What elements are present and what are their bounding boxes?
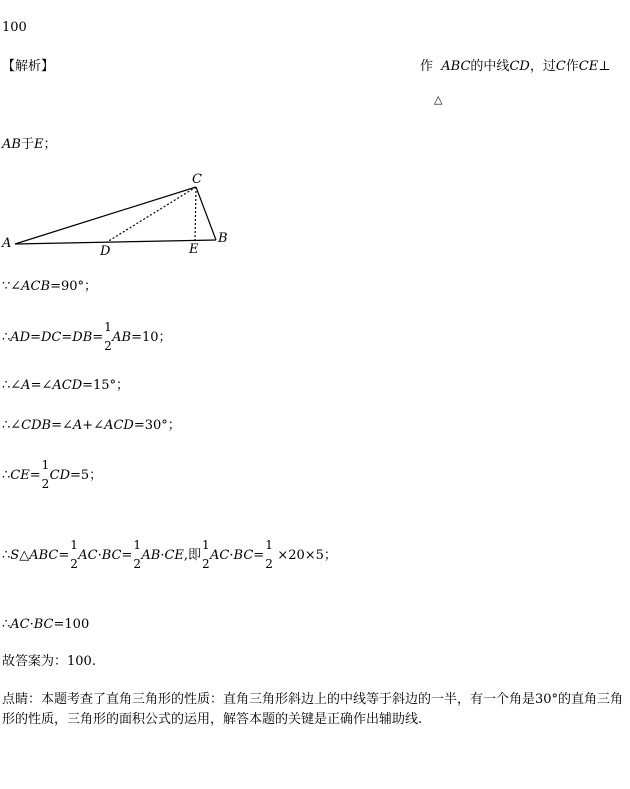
fraction-half: 1 2: [133, 538, 142, 571]
altitude-ce: [195, 187, 196, 241]
intro-line: 作 ABC的中线CD，过C作CE⊥: [420, 59, 611, 74]
answer-value: 100: [2, 20, 27, 35]
step-7: ∴AC·BC=100: [2, 617, 90, 632]
intro-continuation: AB于E；: [2, 137, 57, 152]
side-ab: [15, 240, 216, 244]
analysis-label: 【解析】: [2, 59, 55, 74]
label-d: D: [100, 244, 111, 259]
triangle-mark: △: [434, 93, 443, 106]
label-b: B: [218, 231, 228, 246]
comment-paragraph: 点睛：本题考查了直角三角形的性质：直角三角形斜边上的中线等于斜边的一半，有一个角是30°的直角三角形的性质，三角形的面积公式的运用，解答本题的关键是正确作出辅助线.: [2, 692, 624, 727]
step-5: ∴CE= 1 2 CD=5；: [2, 458, 103, 491]
step-2: ∴AD=DC=DB= 1 2 AB=10；: [2, 320, 172, 353]
fraction-half: 1 2: [265, 538, 273, 571]
label-e: E: [189, 242, 199, 257]
fraction-half: 1 2: [41, 458, 50, 491]
answer-line: 故答案为：100.: [2, 654, 96, 669]
fraction-half: 1 2: [202, 538, 210, 571]
step-4: ∴∠CDB=∠A+∠ACD=30°；: [2, 418, 181, 433]
label-a: A: [2, 236, 12, 251]
side-bc: [196, 187, 216, 240]
fraction-half: 1 2: [70, 538, 78, 571]
median-cd: [107, 187, 196, 242]
step-6: ∴S△ABC= 1 2 AC·BC= 1 2 AB·CE,即 1 2 AC·BC= 1 2 ×20×5；: [2, 538, 337, 571]
label-c: C: [192, 172, 202, 187]
step-3: ∴∠A=∠ACD=15°；: [2, 378, 130, 393]
step-1: ∵∠ACB=90°；: [2, 279, 97, 294]
fraction-half: 1 2: [104, 320, 112, 353]
side-ac: [15, 187, 196, 244]
